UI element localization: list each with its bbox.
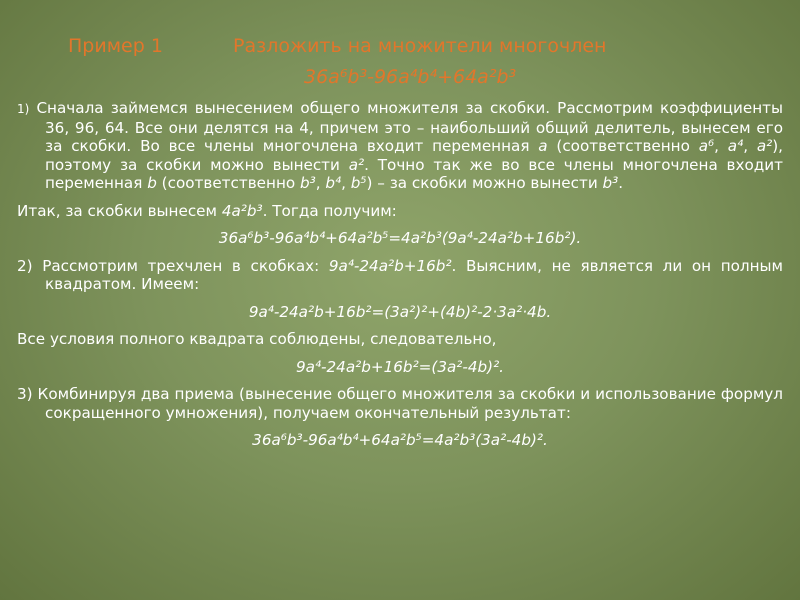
step-1-number: 1) xyxy=(17,102,30,116)
equation-4: 36a⁶b³-96a⁴b⁴+64a²b⁵=4a²b³(3a²-4b)². xyxy=(252,431,548,449)
text-span: , xyxy=(341,174,351,192)
formula: a² xyxy=(756,137,773,155)
formula: 4a²b³ xyxy=(221,201,263,220)
text-span: 2) Рассмотрим трехчлен в скобках: xyxy=(17,256,329,275)
equation-3: 9a⁴-24a²b+16b²=(3a²-4b)². xyxy=(295,357,504,376)
slide-title xyxy=(68,35,768,57)
formula: a⁴ xyxy=(727,137,744,155)
formula: a xyxy=(538,137,548,155)
formula: b⁴ xyxy=(325,174,342,192)
text-span: , xyxy=(714,137,728,155)
step-2-paragraph xyxy=(17,257,783,294)
formula: b xyxy=(147,174,157,192)
formula: b³ xyxy=(300,174,316,192)
step-3-paragraph: 3) Комбинируя два приема (вынесение общего множителя за скобки и использование формул сокращенного умножения), получаем окончательный результат: xyxy=(17,385,783,422)
title-polynomial: 36a⁶b³-96a⁴b⁴+64a²b³ xyxy=(304,66,517,88)
conditions-line: Все условия полного квадрата соблюдены, следовательно, xyxy=(17,330,497,348)
equation-1: 36a⁶b³-96a⁴b⁴+64a²b⁵=4a²b³(9a⁴-24a²b+16b²). xyxy=(218,229,582,247)
factor-out-line xyxy=(17,202,783,221)
text-span: . xyxy=(618,174,624,192)
formula: b⁵ xyxy=(350,174,367,192)
text-span: Сначала займемся вынесением общего множителя за скобки. Рассмотрим коэффициенты 36, 96, 64. Все они делятся на 4, причем это – наибольший общий делитель, вынесем его за скобки. Во все члены многочлена входит переменная xyxy=(29,99,783,155)
text-span: . Тогда получим: xyxy=(262,201,397,220)
slide-content xyxy=(17,99,783,450)
text-span: Итак, за скобки вынесем xyxy=(17,201,222,220)
step-1-paragraph xyxy=(17,99,783,193)
formula: 9a⁴-24a²b+16b² xyxy=(328,256,452,275)
formula: a⁶ xyxy=(698,137,715,155)
text-span: ) – за скобки можно вынести xyxy=(366,174,603,192)
text-span: (соответственно xyxy=(547,137,699,155)
text-span: , xyxy=(315,174,326,192)
text-span: (соответственно xyxy=(156,174,300,192)
formula: b³ xyxy=(602,174,619,192)
task-text: Разложить на множители многочлен xyxy=(233,35,607,57)
text-span: . Точно так же во все члены многочлена входит переменная xyxy=(45,155,784,192)
text-span: . Выясним, не является ли он полным квадратом. Имеем: xyxy=(45,256,783,293)
formula: a² xyxy=(348,155,365,174)
text-span: ), поэтому за скобки можно вынести xyxy=(45,137,784,174)
equation-2: 9a⁴-24a²b+16b²=(3a²)²+(4b)²-2·3a²·4b. xyxy=(248,302,552,321)
example-label: Пример 1 xyxy=(68,35,163,57)
text-span: , xyxy=(743,137,757,155)
